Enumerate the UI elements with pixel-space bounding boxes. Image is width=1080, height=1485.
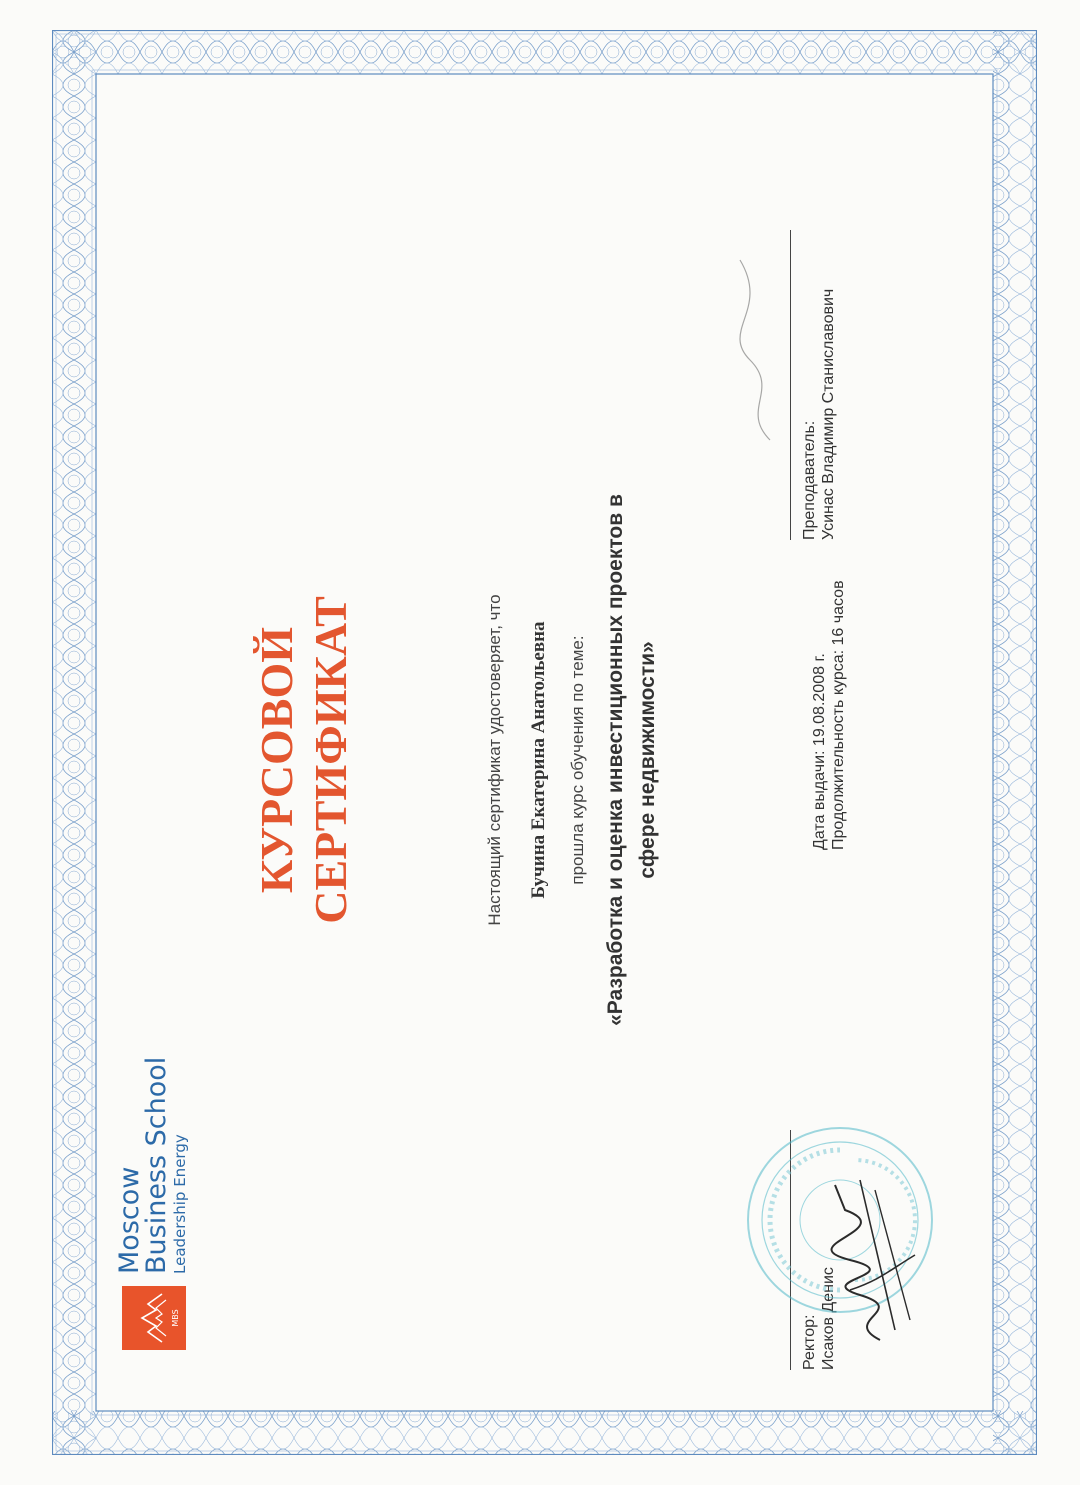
logo-badge: MBS bbox=[171, 1309, 180, 1327]
issue-date: Дата выдачи: 19.08.2008 г. bbox=[811, 653, 828, 850]
logo-mountain-icon bbox=[122, 1286, 186, 1350]
logo-tagline: Leadership Energy bbox=[171, 1134, 189, 1274]
logo-wordmark bbox=[116, 1057, 190, 1274]
certificate-title bbox=[250, 110, 358, 1410]
teacher-block bbox=[800, 240, 838, 540]
title-line-1: КУРСОВОЙ bbox=[251, 626, 302, 894]
issue-info bbox=[810, 580, 848, 850]
course-topic-line-1: «Разработка и оценка инвестиционных проектов в bbox=[604, 494, 627, 1026]
rector-name: Исаков Денис bbox=[820, 1267, 837, 1370]
certifies-text: Настоящий сертификат удостоверяет, что bbox=[485, 594, 504, 926]
title-line-2: СЕРТИФИКАТ bbox=[305, 596, 356, 924]
certificate-content bbox=[100, 110, 980, 1410]
teacher-name: Усинас Владимир Станиславович bbox=[820, 288, 837, 540]
recipient-name: Бучина Екатерина Анатольевна bbox=[528, 621, 549, 899]
logo-line-2: Business School bbox=[141, 1056, 172, 1274]
logo-line-1: Moscow bbox=[114, 1166, 145, 1274]
rector-label: Ректор: bbox=[801, 1314, 818, 1370]
course-topic-line-2: сфере недвижимости» bbox=[636, 641, 659, 879]
course-topic bbox=[600, 110, 664, 1410]
teacher-label: Преподаватель: bbox=[801, 420, 818, 540]
course-duration: Продолжительность курса: 16 часов bbox=[830, 580, 847, 850]
passed-text: прошла курс обучения по теме: bbox=[568, 635, 587, 885]
rector-signature bbox=[820, 1170, 930, 1350]
mbs-logo bbox=[122, 1286, 186, 1350]
teacher-signature bbox=[720, 250, 800, 450]
